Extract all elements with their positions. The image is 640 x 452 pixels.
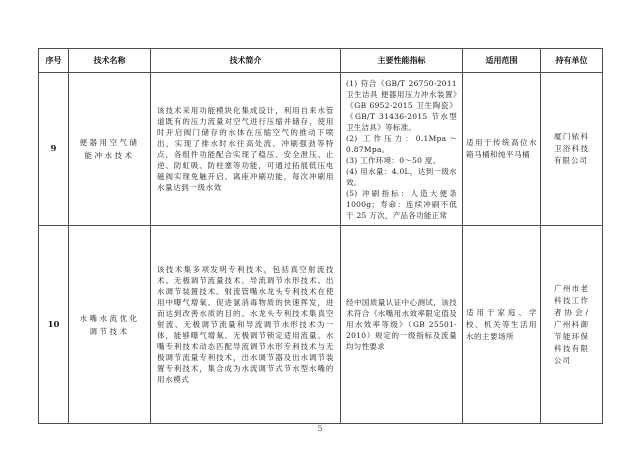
cell-holding-unit: 厦门铱科卫浴科技有限公司 <box>541 73 603 226</box>
cell-applicable-scope: 适用于家庭、学校、机关等生活用水的主要场所 <box>463 226 541 424</box>
indicator-item: (5) 冲刷指标：人造大便条 1000g；寿命：连续冲刷不低于 25 万次，产品各功能正常 <box>346 188 457 220</box>
cell-technology-name: 水嘴水流优化调节技术 <box>69 226 151 424</box>
cell-serial-number: 9 <box>39 73 69 226</box>
cell-technology-name: 便器用空气储能冲水技术 <box>69 73 151 226</box>
indicator-item: (3) 工作环境：0～50 度。 <box>346 155 441 165</box>
header-applicable-scope: 适用范围 <box>463 49 541 73</box>
indicator-item: (2) 工作压力：0.1Mpa～0.87Mpa。 <box>346 133 457 154</box>
table-row <box>39 73 603 226</box>
cell-performance-indicators <box>341 226 463 424</box>
indicator-item: (4) 用水量：4.0L，达到一级水效。 <box>346 166 457 187</box>
header-holding-unit: 持有单位 <box>541 49 603 73</box>
header-performance-indicators: 主要性能指标 <box>341 49 463 73</box>
table-header-row <box>39 49 603 73</box>
technology-table <box>38 48 603 424</box>
indicator-item: 经中国质量认证中心测试，该技术符合《水嘴用水效率限定值及用水效率等级》（GB 25501-2010）规定的一级指标及流量均匀性要求 <box>346 298 457 351</box>
table-row <box>39 226 603 424</box>
header-technology-name: 技术名称 <box>69 49 151 73</box>
cell-performance-indicators <box>341 73 463 226</box>
indicator-item: (1) 符合《GB/T 26750-2011 卫生洁具 便器用压力冲水装置》《GB 6952-2015 卫生陶瓷》《GB/T 31436-2015 节水型卫生洁具》等标准。 <box>346 78 457 132</box>
cell-applicable-scope: 适用于传统高位水箱马桶和纯平马桶 <box>463 73 541 226</box>
cell-technology-intro: 该技术集多项发明专利技术，包括真空射流技术、无极调节流量技术、导流调节水形技术、出水调节装置技术。射流管嘴水龙头专利技术在使用中曝气增氧、促进氯消毒物质的快速挥发，进而达到改善水质的目的。水龙头专利技术集真空射流、无极调节流量和导流调节水形技术为一体，能够曝气增氧、无极调节锁定适用流量。水嘴专利技术动态匹配导流调节水形专利技术与无极调节流量专利技术，出水调节器及出水调节装置专利技术，集合成为水流调节式节水型水嘴的用水模式 <box>151 226 341 424</box>
cell-holding-unit: 广州市老科技工作者协会/广州科御节能环保科技有限公司 <box>541 226 603 424</box>
cell-technology-intro: 该技术采用功能模块化集成设计，利用自来水管道既有的压力流量对空气进行压缩并储存，使用时开启阀门储存的水体在压缩空气的推动下喷出，实现了排水时水往高处流、冲刷强劲等特点，各组件功能配合实现了稳压、安全泄压、止逆、防虹吸、防柱塞等功能，可通过拓展低压电磁阀实现免触开启、离座冲刷功能，每次冲刷用水量达到一级水效 <box>151 73 341 226</box>
header-serial-number: 序号 <box>39 49 69 73</box>
header-technology-intro: 技术简介 <box>151 49 341 73</box>
page-number: 5 <box>317 424 323 433</box>
cell-serial-number: 10 <box>39 226 69 424</box>
